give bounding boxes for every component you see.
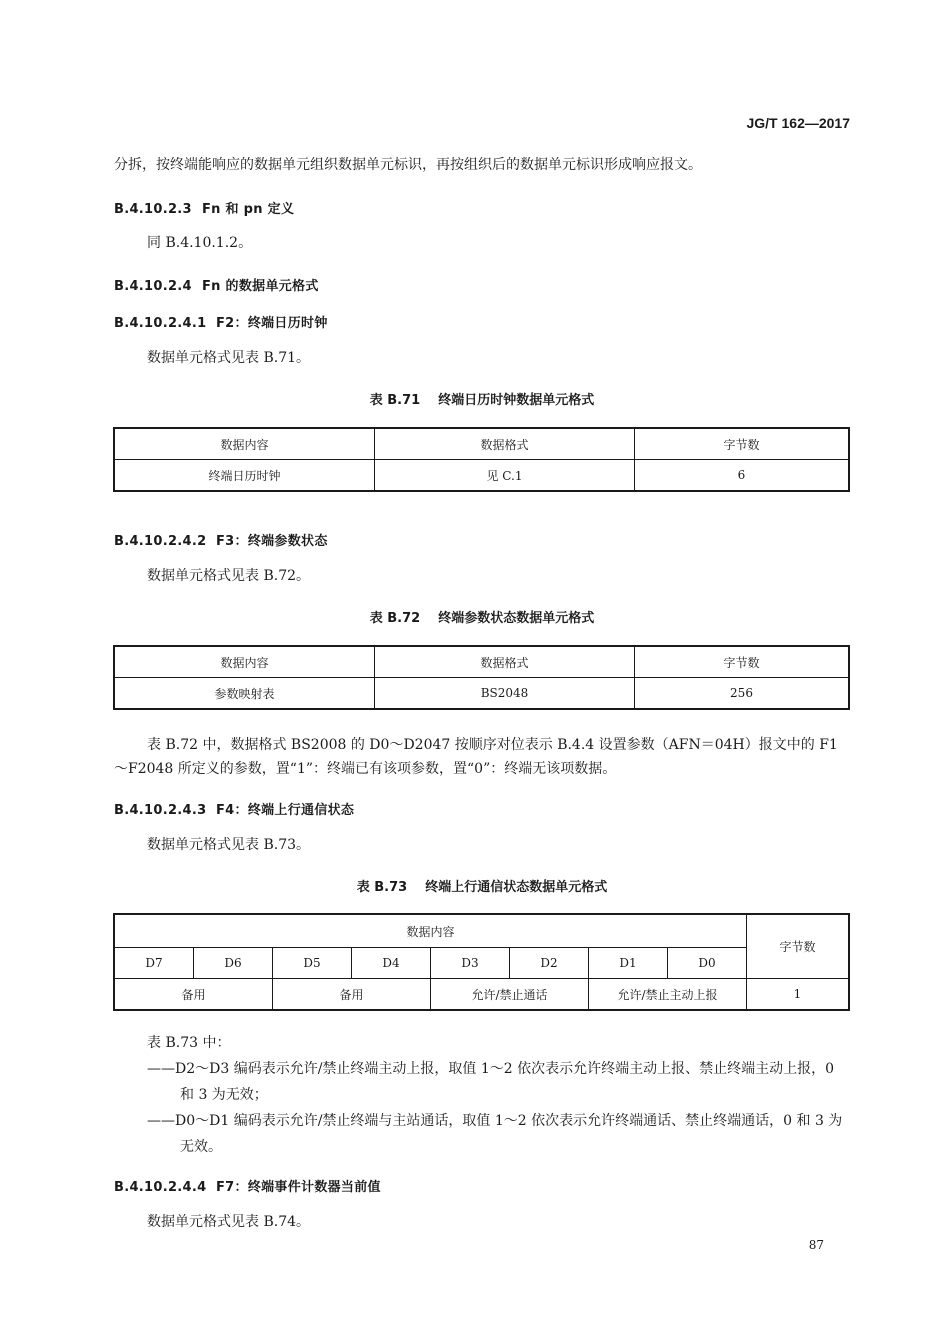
- section-title: F4：终端上行通信状态: [216, 803, 355, 818]
- table-cell: 1: [747, 979, 850, 1011]
- section-title: Fn 和 pn 定义: [202, 202, 295, 217]
- section-body: 同 B.4.10.1.2。: [147, 235, 253, 251]
- table-title: 终端参数状态数据单元格式: [438, 611, 595, 626]
- table-number: 表 B.71: [369, 393, 421, 408]
- table-cell: BS2048: [375, 678, 635, 710]
- header-cell: 数据格式: [375, 428, 635, 460]
- section-number: B.4.10.2.4.3: [114, 803, 207, 818]
- bit-cell: D2: [510, 948, 589, 979]
- table-number: 表 B.73: [356, 880, 408, 895]
- note-list-item: ——D0～D1 编码表示允许/禁止终端与主站通话，取值 1～2 依次表示允许终端通话、禁止终端通话，0 和 3 为无效。: [147, 1113, 843, 1155]
- bit-cell: D5: [273, 948, 352, 979]
- section-number: B.4.10.2.4.4: [114, 1180, 207, 1195]
- table-row: [114, 460, 849, 492]
- bit-cell: D6: [194, 948, 273, 979]
- bit-cell: D7: [114, 948, 194, 979]
- section-heading-b4-10-2-4-3: [114, 799, 354, 818]
- table-caption-b73: [114, 876, 850, 895]
- section-title: F3：终端参数状态: [216, 534, 328, 549]
- header-cell: 字节数: [635, 428, 850, 460]
- section-body: 数据单元格式见表 B.72。: [147, 568, 311, 584]
- header-cell: 数据内容: [114, 428, 375, 460]
- bit-row: [114, 948, 849, 979]
- standard-code: JG/T 162—2017: [746, 115, 850, 131]
- table-cell: 见 C.1: [375, 460, 635, 492]
- bit-cell: D3: [431, 948, 510, 979]
- content-header-cell: 数据内容: [114, 914, 747, 948]
- header-cell: 数据格式: [375, 646, 635, 678]
- section-title: F7：终端事件计数器当前值: [216, 1180, 381, 1195]
- section-heading-b4-10-2-4-1: [114, 312, 328, 331]
- table-b72-note: 表 B.72 中，数据格式 BS2008 的 D0～D2047 按顺序对位表示 B.4.4 设置参数（AFN＝04H）报文中的 F1～F2048 所定义的参数，置“1”：终端已有该项参数，置“0”：终端无该项数据。: [114, 737, 838, 777]
- section-body: 数据单元格式见表 B.74。: [147, 1214, 311, 1230]
- table-cell: 终端日历时钟: [114, 460, 375, 492]
- table-number: 表 B.72: [369, 611, 421, 626]
- section-number: B.4.10.2.4.2: [114, 534, 207, 549]
- note-list-item: ——D2～D3 编码表示允许/禁止终端主动上报，取值 1～2 依次表示允许终端主动上报、禁止终端主动上报，0 和 3 为无效；: [147, 1061, 835, 1103]
- table-b73-note: [147, 1030, 850, 1160]
- table-cell: 允许/禁止主动上报: [589, 979, 747, 1011]
- header-cell: 字节数: [635, 646, 850, 678]
- table-cell: 允许/禁止通话: [431, 979, 589, 1011]
- section-heading-b4-10-2-4-2: [114, 530, 328, 549]
- section-title: F2：终端日历时钟: [216, 316, 328, 331]
- table-row: [114, 979, 849, 1011]
- section-number: B.4.10.2.4.1: [114, 316, 207, 331]
- note-intro: 表 B.73 中：: [147, 1035, 231, 1051]
- table-b71: [113, 427, 850, 492]
- table-cell: 6: [635, 460, 850, 492]
- bytes-header-cell: 字节数: [747, 914, 850, 979]
- continuation-paragraph: 分拆，按终端能响应的数据单元组织数据单元标识，再按组织后的数据单元标识形成响应报文。: [114, 157, 702, 173]
- table-caption-b72: [114, 607, 850, 626]
- section-number: B.4.10.2.3: [114, 202, 192, 217]
- section-heading-b4-10-2-4-4: [114, 1176, 381, 1195]
- bit-cell: D0: [668, 948, 747, 979]
- bit-cell: D4: [352, 948, 431, 979]
- table-title: 终端上行通信状态数据单元格式: [425, 880, 608, 895]
- bit-cell: D1: [589, 948, 668, 979]
- table-header-row: [114, 914, 849, 948]
- table-header-row: [114, 646, 849, 678]
- table-row: [114, 678, 849, 710]
- section-body: 数据单元格式见表 B.73。: [147, 837, 311, 853]
- section-title: Fn 的数据单元格式: [202, 279, 319, 294]
- table-header-row: [114, 428, 849, 460]
- table-title: 终端日历时钟数据单元格式: [438, 393, 595, 408]
- table-caption-b71: [114, 389, 850, 408]
- header-cell: 数据内容: [114, 646, 375, 678]
- section-number: B.4.10.2.4: [114, 279, 192, 294]
- table-b73: [113, 913, 850, 1011]
- table-cell: 备用: [114, 979, 273, 1011]
- table-cell: 参数映射表: [114, 678, 375, 710]
- section-heading-b4-10-2-3: [114, 198, 294, 217]
- table-b72: [113, 645, 850, 710]
- section-body: 数据单元格式见表 B.71。: [147, 350, 311, 366]
- table-cell: 256: [635, 678, 850, 710]
- section-heading-b4-10-2-4: [114, 275, 319, 294]
- page-number: 87: [808, 1238, 824, 1252]
- table-cell: 备用: [273, 979, 431, 1011]
